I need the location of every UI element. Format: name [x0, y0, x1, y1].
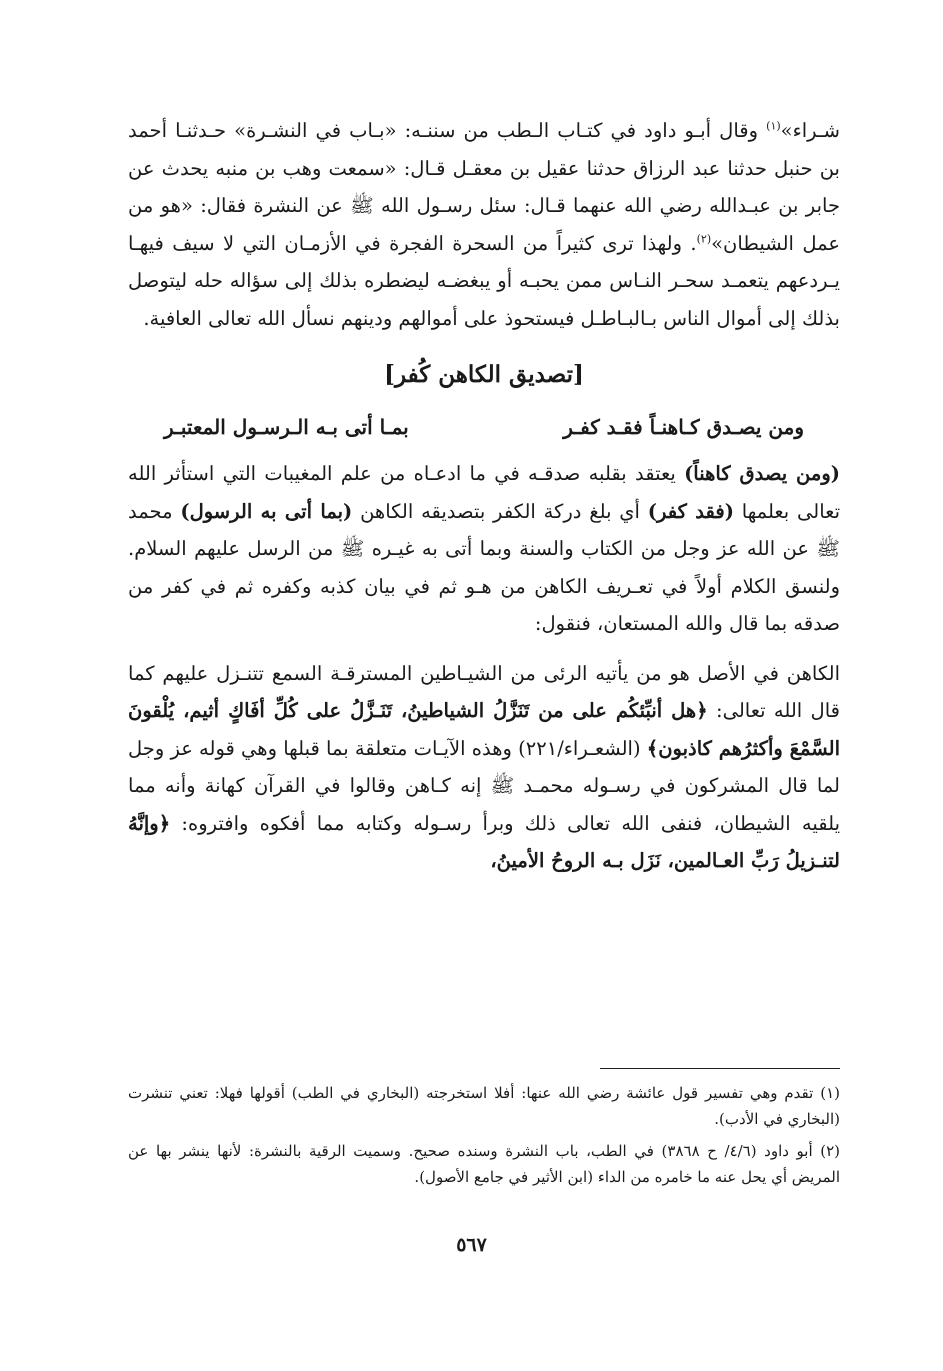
footnote-2 — [128, 1138, 840, 1190]
page-body — [128, 112, 840, 880]
commentary-paragraph — [128, 455, 840, 643]
footnote-2-number: (٢) — [820, 1142, 840, 1160]
definition-paragraph — [128, 655, 840, 880]
quran-quote-2: ﴿وإنَّهُ لتنـزيلُ رَبِّ العـالمين، نَزَل بـه الروحُ الأمينُ، — [128, 811, 840, 872]
section-heading: [تصديق الكاهن كُفر] — [384, 361, 584, 388]
poem-verse — [128, 409, 840, 445]
verse-second-hemistich: بمـا أتى بـه الـرسـول المعتبـر — [164, 415, 409, 439]
intro-text-2: وقال أبـو داود في كتـاب الـطب من سننـه: «بـاب في النشـرة» حـدثنـا أحمد بن حنبل حدثنا عبد الرزاق حدثنا عقيل بن معقـل قـال: «سمعت وهب بن منبه يحدث عن جابر بن عبـدالله رضي الله عنهما قـال: سئل رسـول الله ﷺ عن النشرة فقال: «هو من عمل الشيطان» — [128, 119, 841, 255]
definition-text-1: الكاهن في الأصل هو من يأتيه الرئى من الشيـاطين المسترقـة السمع تتنـزل عليهم كما قال الله تعالى: — [128, 661, 840, 722]
verse-first-hemistich: ومن يصـدق كـاهنـاً فقـد كفـر — [563, 415, 804, 439]
commentary-text-3: محمد ﷺ عن الله عز وجل من الكتاب والسنة وبما أتى به غيـره ﷺ من الرسل عليهم السلام. ولنسق الكلام أولاً في تعـريف الكاهن من هـو ثم في بيان كذبه وكفره ثم في كفر من صدقه بما قال والله المستعان، فنقول: — [128, 499, 840, 635]
commentary-quote-2: (فقد كفر) — [647, 499, 734, 523]
footnote-ref-2[interactable]: (٢) — [696, 232, 712, 245]
footnote-1-number: (١) — [820, 1084, 840, 1102]
footnote-1 — [128, 1080, 840, 1132]
footnote-ref-1[interactable]: (١) — [766, 119, 781, 133]
footnote-divider — [600, 1068, 840, 1069]
commentary-quote-3: (بما أتى به الرسول) — [180, 499, 353, 523]
intro-text-3: . ولهذا ترى كثيراً من السحرة الفجرة في الأزمـان التي لا سيف فيهـا يـردعهم يتعمـد سحـر النـاس ممن يحبـه أو يبغضـه ليضطره بذلك إلى سؤاله حله ليتوصل بذلك إلى أموال الناس بـالبـاطـل فيستحوذ على أموالهم ودينهم نسأل الله تعالى العافية. — [128, 231, 840, 330]
footnote-2-text: أبو داود (٤/٦/ ح ٣٨٦٨) في الطب، باب النشرة وسنده صحيح. وسميت الرقية بالنشرة: لأنها ينشر بها عن المريض أي يحل عنه ما خامره من الداء (ابن الأثير في جامع الأصول). — [128, 1142, 840, 1186]
footnotes — [128, 1080, 840, 1196]
footnote-1-text: تقدم وهي تفسير قول عائشة رضي الله عنها: أفلا استخرجته (البخاري في الطب) أقولها فهلا: تعني تنشرت (البخاري في الأدب). — [128, 1084, 840, 1128]
page-number: ٥٦٧ — [456, 1234, 487, 1256]
intro-paragraph — [128, 112, 840, 337]
definition-text-2: (الشعـراء/٢٢١) وهذه الآيـات متعلقة بما قبلها وهي قوله عز وجل لما قال المشركون في رسـوله محمـد ﷺ إنه كـاهن وقالوا في القرآن كهانة وأنه مما يلقيه الشيطان، فنفى الله تعالى ذلك وبرأ رسـوله وكتابه مما أفكوه وافتروه: — [128, 736, 840, 835]
quran-quote-1: ﴿هل أنبِّئكُم على من تَنَزَّلُ الشياطينُ، تَنَـزَّلُ على كُلِّ أفَاكٍ أثيم، يُلْقونَ السَّمْعَ وأكثرُهم كاذبون﴾ — [128, 699, 840, 760]
intro-text-1: شـراء» — [780, 119, 840, 142]
commentary-text-2: أي بلغ دركة الكفر بتصديقه الكاهن — [352, 499, 648, 523]
commentary-quote-1: (ومن يصدق كاهناً) — [684, 462, 840, 485]
commentary-text-1: يعتقد بقلبه صدقـه في ما ادعـاه من علم المغيبات التي استأثر الله تعالى بعلمها — [128, 462, 841, 523]
